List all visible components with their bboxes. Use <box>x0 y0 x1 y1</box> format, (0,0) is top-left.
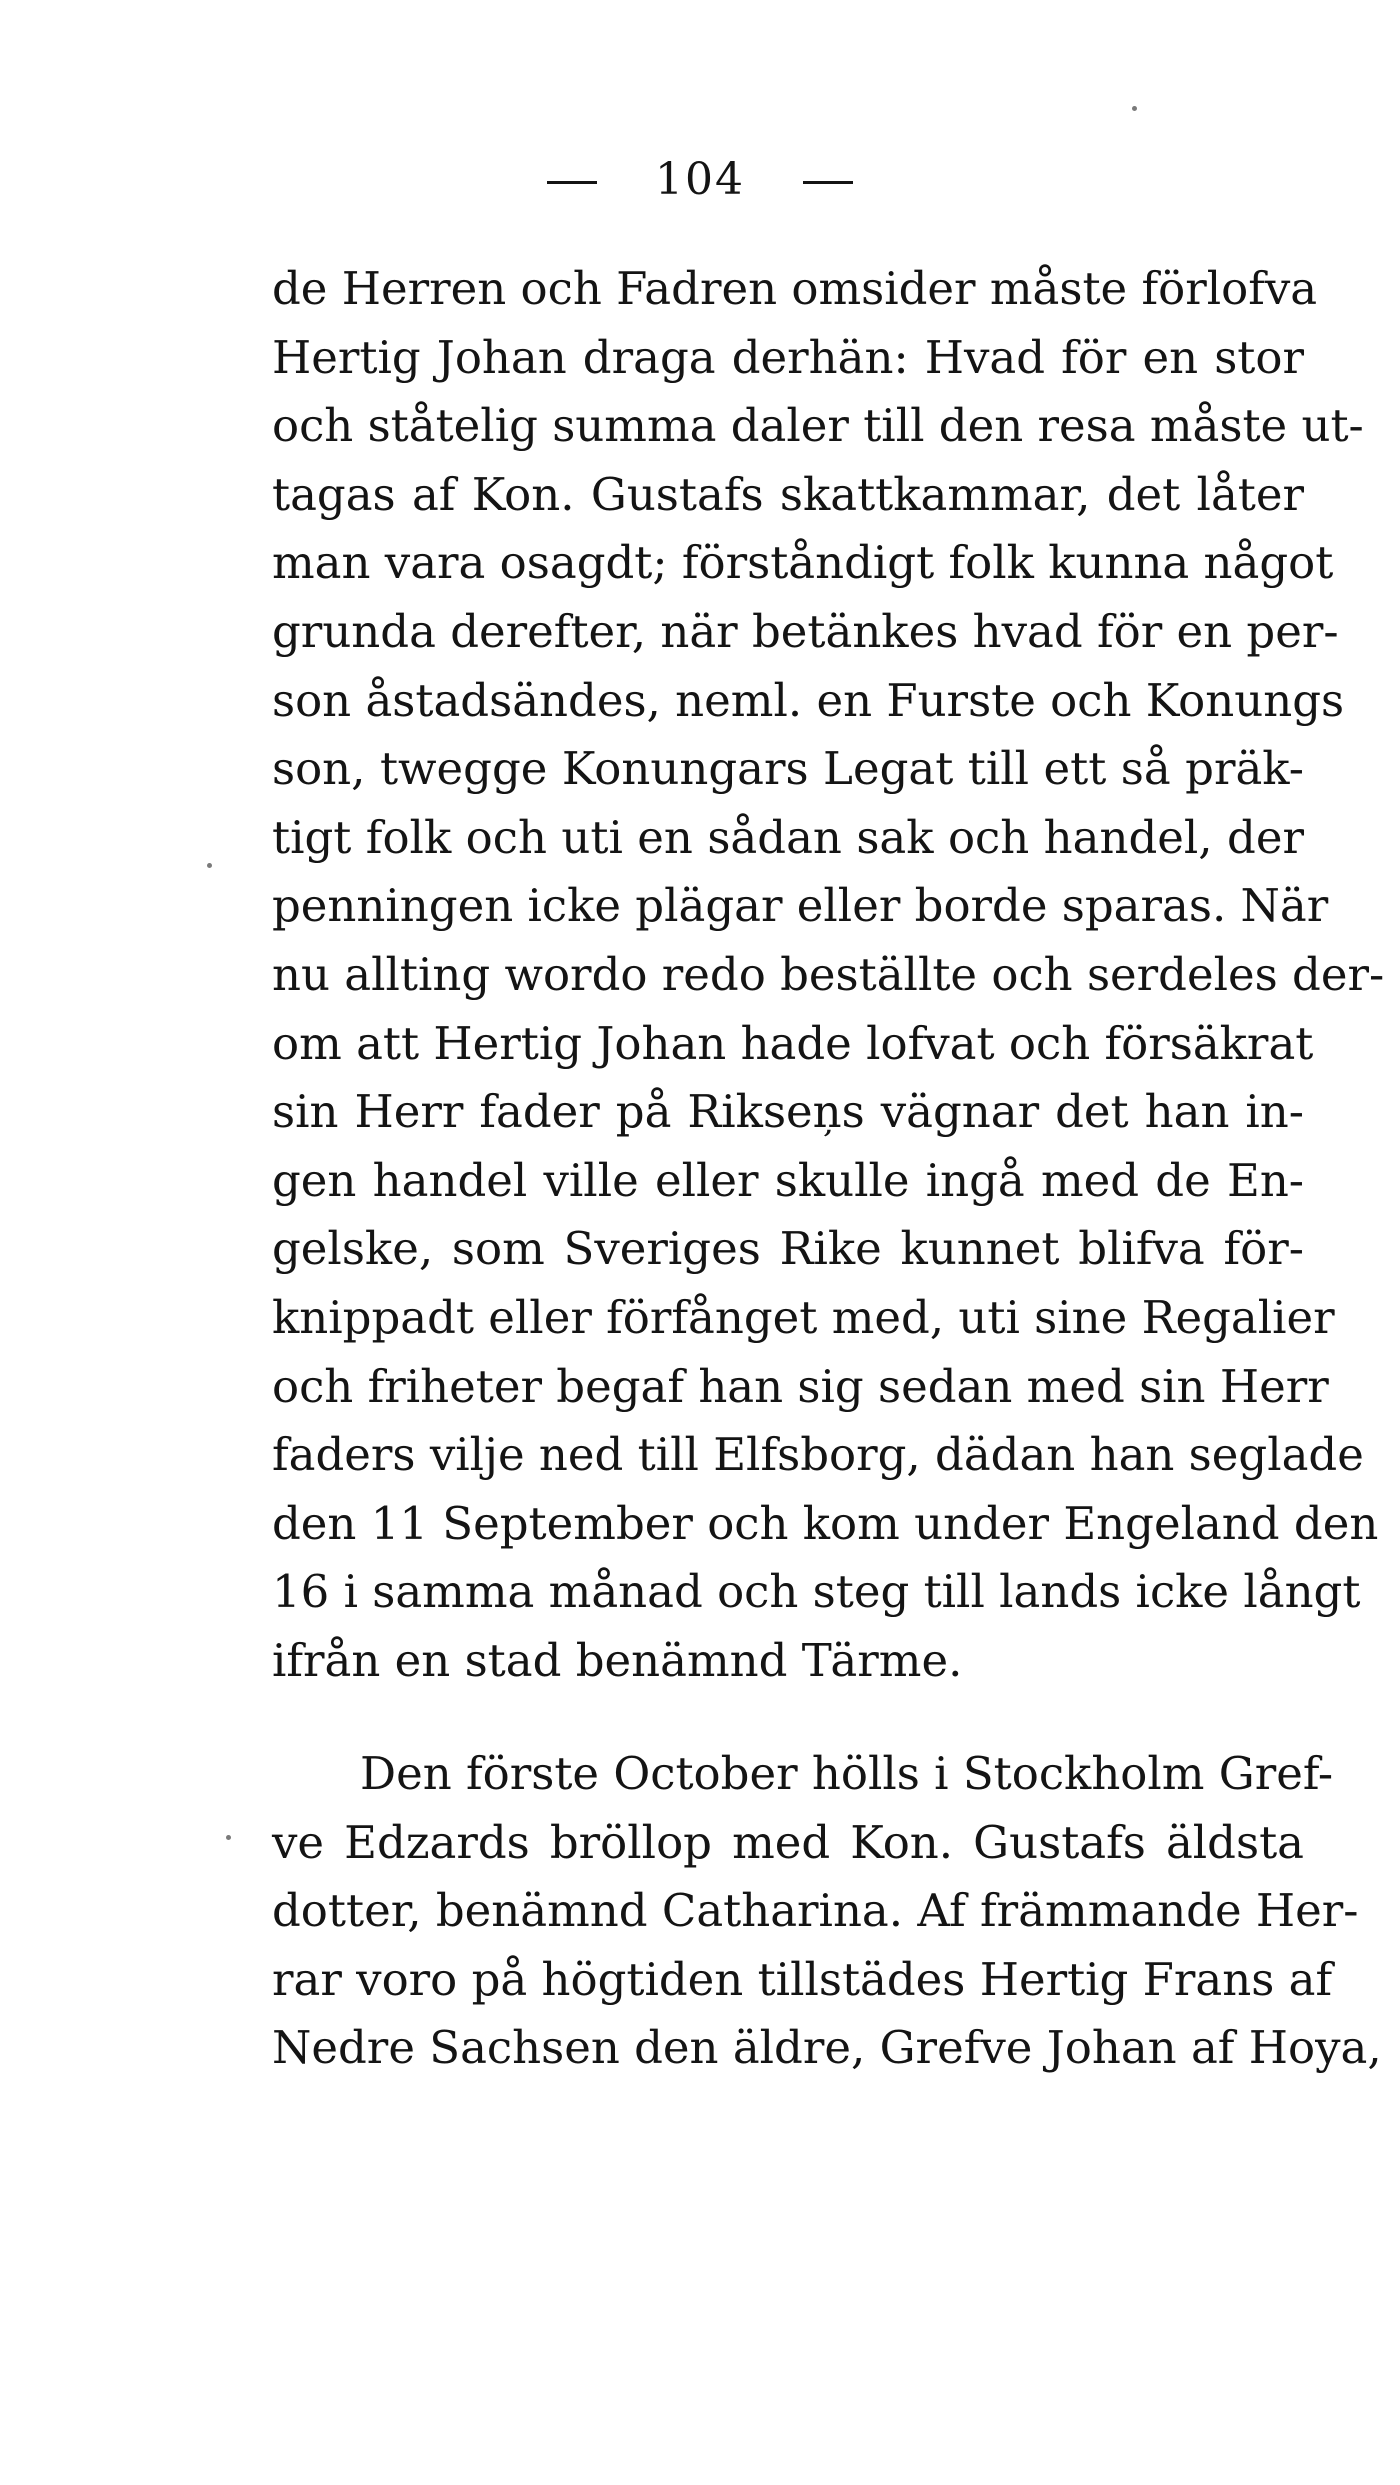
text-line: ve Edzards bröllop med Kon. Gustafs äldsta <box>272 1815 1304 1869</box>
page-number: 104 <box>655 154 745 205</box>
text-line: dotter, benämnd Catharina. Af främmande Her- <box>272 1884 1359 1938</box>
paper-speck <box>1132 106 1137 111</box>
text-line: och ståtelig summa daler till den resa måste ut- <box>272 399 1364 453</box>
text-line: faders vilje ned till Elfsborg, dädan han seglade <box>272 1428 1364 1482</box>
text-line: gelske, som Sveriges Rike kunnet blifva för- <box>272 1222 1304 1276</box>
header-dash-right <box>803 181 853 184</box>
text-line: grunda derefter, när betänkes hvad för en per- <box>272 604 1339 658</box>
text-line: gen handel ville eller skulle ingå med de En- <box>272 1153 1304 1207</box>
text-line: 16 i samma månad och steg till lands icke långt <box>272 1565 1361 1619</box>
text-line: son åstadsändes, neml. en Furste och Konungs <box>272 673 1345 727</box>
text-line: tagas af Kon. Gustafs skattkammar, det låter <box>272 467 1304 521</box>
text-line: nu allting wordo redo beställte och serdeles der- <box>272 947 1385 1001</box>
text-line: tigt folk och uti en sådan sak och handel, der <box>272 810 1304 864</box>
text-line: man vara osagdt; förståndigt folk kunna något <box>272 536 1334 590</box>
text-line: knippadt eller förfånget med, uti sine Regalier <box>272 1290 1335 1344</box>
text-line: son, twegge Konungars Legat till ett så präk- <box>272 742 1304 796</box>
text-line: penningen icke plägar eller borde sparas. När <box>272 879 1329 933</box>
paragraph-1 <box>272 255 1385 1695</box>
paper-speck <box>226 1835 231 1840</box>
text-line: och friheter begaf han sig sedan med sin Herr <box>272 1359 1329 1413</box>
paragraph-2 <box>272 1740 1382 2083</box>
text-line: sin Herr fader på Rikseņs vägnar det han in- <box>272 1085 1304 1139</box>
header-dash-left <box>547 181 597 184</box>
text-line-first: Den förste October hölls i Stockholm Gref- <box>360 1747 1334 1800</box>
text-line-last: ifrån en stad benämnd Tärme. <box>272 1633 963 1687</box>
paper-speck <box>207 863 212 868</box>
text-line: rar voro på högtiden tillstädes Hertig Frans af <box>272 1952 1333 2006</box>
text-line: de Herren och Fadren omsider måste förlofva <box>272 262 1318 315</box>
text-line: Hertig Johan draga derhän: Hvad för en stor <box>272 330 1304 384</box>
text-line: Nedre Sachsen den äldre, Grefve Johan af Hoya, <box>272 2021 1382 2075</box>
text-line: om att Hertig Johan hade lofvat och försäkrat <box>272 1016 1314 1070</box>
page-header <box>0 150 1400 210</box>
text-line: den 11 September och kom under Engeland den <box>272 1496 1379 1550</box>
